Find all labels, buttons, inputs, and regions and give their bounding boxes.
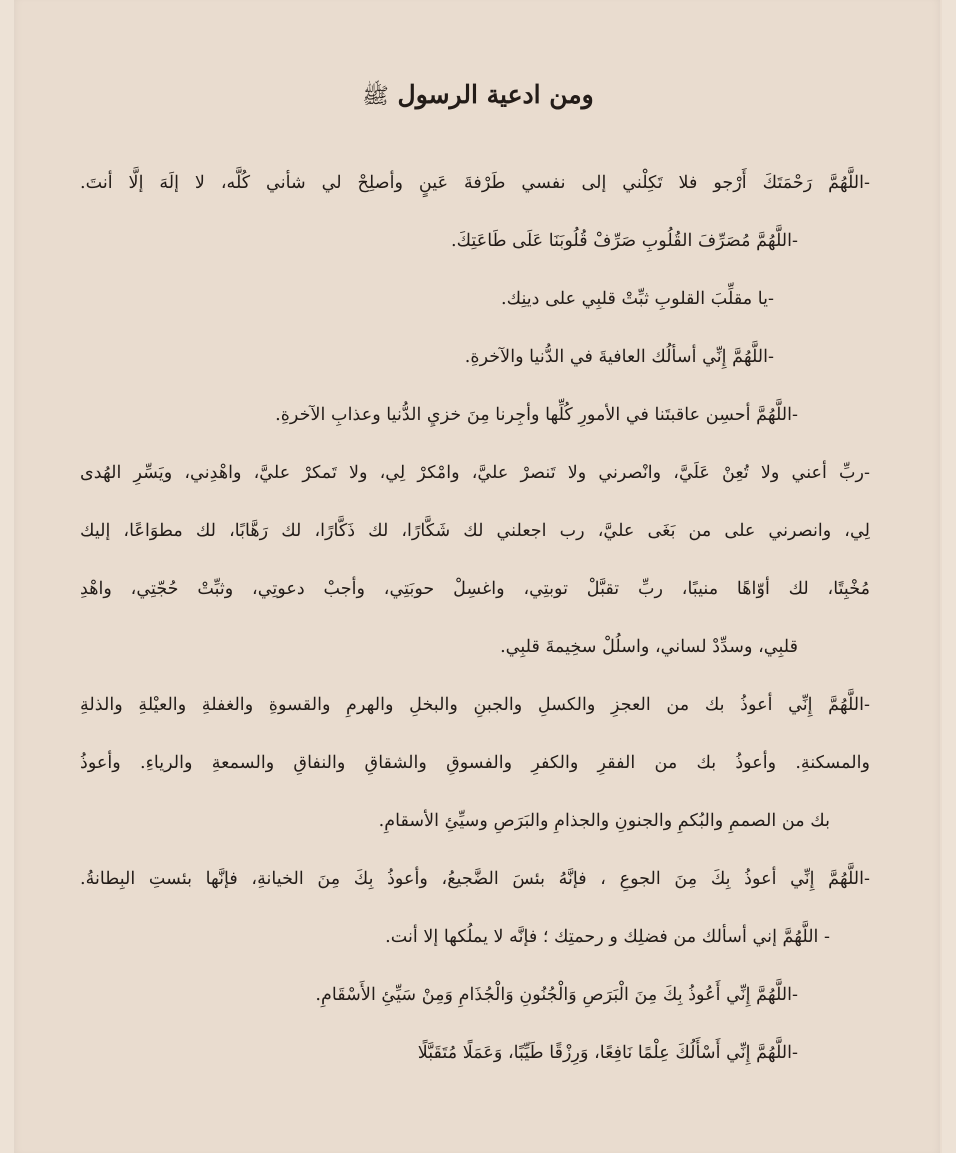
page-title xyxy=(0,70,956,122)
text-line: -اللَّهُمَّ إِنِّي أعوذُ بك من العجزِ والكسلِ والجبنِ والبخلِ والهرمِ والقسوةِ والغفلةِ والعيْلةِ والذلةِ xyxy=(80,695,870,715)
text-line: بك من الصممِ والبُكمِ والجنونِ والجذامِ والبَرَصِ وسيِّئِ الأسقامِ. xyxy=(378,811,830,831)
page-edge-right xyxy=(942,0,956,1153)
text-line: -اللَّهُمَّ إِنِّي أعوذُ بِكَ مِنَ الجوعِ ، فإنَّهُ بئسَ الضَّجيعُ، وأعوذُ بِكَ مِنَ الخيانةِ، فإنَّها بئستِ البِطانةُ. xyxy=(80,869,870,889)
title-honorific: ﷺ xyxy=(362,84,389,109)
text-line: -اللَّهُمَّ إِنِّي أسألُك العافيةَ في الدُّنيا والآخرةِ. xyxy=(464,347,774,367)
page-edge-left xyxy=(0,0,14,1153)
text-line: -ربِّ أعني ولا تُعِنْ عَلَيَّ، وانْصرني ولا تَنصرْ عليَّ، وامْكرْ لِي، ولا تَمكرْ عليَّ، واهْدِني، ويَسِّرِ الهُدى xyxy=(80,463,870,483)
text-line: -اللَّهُمَّ أحسِن عاقبتَنا في الأمورِ كُلِّها وأجِرنا مِنَ خزيِ الدُّنيا وعذابِ الآخرةِ. xyxy=(275,405,798,425)
title-text: ومن ادعية الرسول xyxy=(397,80,594,109)
text-line: -اللَّهُمَّ إِنِّي أَسْأَلُكَ عِلْمًا نَافِعًا، وَرِزْقًا طَيِّبًا، وَعَمَلًا مُتَقَبَّلًا xyxy=(417,1043,798,1063)
text-line: قلبِي، وسدِّدْ لساني، واسلُلْ سخِيمةَ قلبِي. xyxy=(500,637,798,657)
text-line: لِي، وانصرني على من بَغَى عليَّ، رب اجعلني لك شَكَّارًا، لك ذَكَّارًا، لك رَهَّابًا، لك مطوَاعًا، إليك xyxy=(80,521,870,541)
text-line: والمسكنةِ. وأعوذُ بك من الفقرِ والكفرِ والفسوقِ والشقاقِ والنفاقِ والسمعةِ والرياءِ. وأعوذُ xyxy=(80,753,870,773)
supplication-list xyxy=(80,154,870,1082)
text-line: -يا مقلِّبَ القلوبِ ثبِّتْ قلبِي على دينِك. xyxy=(501,289,774,309)
text-line: - اللَّهُمَّ إني أسألك من فضلِك و رحمتِك ؛ فإنَّه لا يملُكها إلا أنت. xyxy=(385,927,830,947)
text-line: مُخْبِتًا، لك أوّاهًا منيبًا، ربِّ تقبَّلْ توبتِي، واغسِلْ حوبَتِي، وأجبْ دعوتِي، وثبِّتْ حُجّتِي، واهْدِ xyxy=(80,579,870,599)
text-line: -اللَّهُمَّ رَحْمَتَكَ أَرْجو فلا تَكِلْني إلى نفسي طَرْفةَ عَينٍ وأصلِحْ لي شأني كُلَّه، لا إلَهَ إلَّا أنتَ. xyxy=(80,173,870,193)
text-line: -اللَّهُمَّ إِنِّي أَعُوذُ بِكَ مِنَ الْبَرَصِ وَالْجُنُونِ وَالْجُذَامِ وَمِنْ سَيِّئِ الأَسْقَامِ. xyxy=(315,985,798,1005)
text-line: -اللَّهُمَّ مُصَرِّفَ القُلُوبِ صَرِّفْ قُلُوبَنَا عَلَى طَاعَتِكَ. xyxy=(451,231,798,251)
